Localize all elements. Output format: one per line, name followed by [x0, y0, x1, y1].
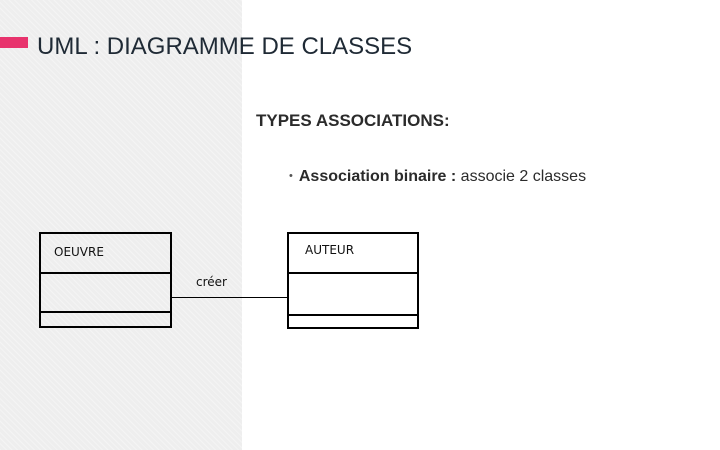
accent-bar	[0, 37, 28, 48]
uml-class-attributes-divider	[41, 272, 170, 274]
uml-class-name-auteur: AUTEUR	[305, 243, 355, 257]
uml-class-attributes-divider	[289, 272, 417, 274]
slide-title: UML : DIAGRAMME DE CLASSES	[37, 33, 413, 60]
bullet-item	[289, 168, 586, 186]
association-line	[172, 297, 287, 298]
uml-class-operations-divider	[41, 311, 170, 313]
bullet-term: Association binaire :	[298, 168, 457, 185]
bullet-description: associe 2 classes	[456, 168, 587, 185]
bullet-dot-icon: •	[289, 170, 293, 182]
uml-class-operations-divider	[289, 314, 417, 316]
left-panel-background	[0, 0, 242, 450]
uml-class-name-oeuvre: OEUVRE	[54, 245, 104, 259]
section-heading: TYPES ASSOCIATIONS:	[256, 111, 450, 130]
association-label: créer	[196, 275, 227, 289]
